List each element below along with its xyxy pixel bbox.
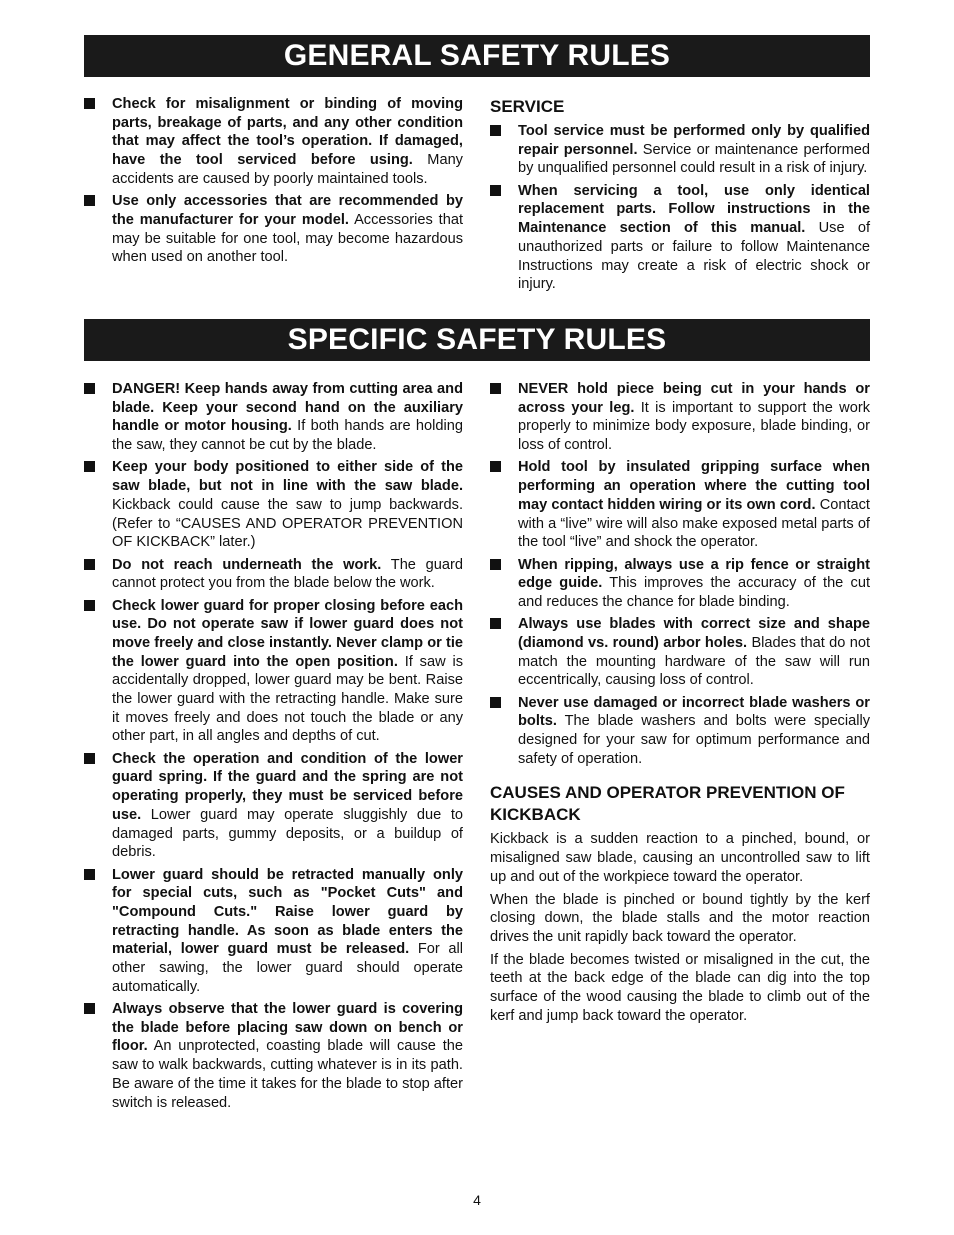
list-item: [84, 458, 463, 552]
list-item: [84, 1000, 463, 1112]
rule-emphasis: Check for misalignment or binding of moving parts, breakage of parts, and any other condition that may affect the tool’s operation. If damaged, have the tool serviced before using.: [112, 96, 463, 169]
square-bullet-icon: [490, 125, 501, 136]
square-bullet-icon: [84, 1003, 95, 1014]
rule-text: Service or maintenance performed by unqualified personnel could result in a risk of injury.: [518, 141, 870, 177]
list-item: [84, 597, 463, 747]
page-number: 4: [473, 1192, 481, 1208]
square-bullet-icon: [490, 383, 501, 394]
list-item: [490, 182, 870, 294]
rule-emphasis: Do not reach underneath the work.: [112, 556, 382, 573]
list-item: [84, 866, 463, 997]
square-bullet-icon: [84, 559, 95, 570]
kickback-paragraph: When the blade is pinched or bound tightly by the kerf closing down, the blade stalls and the motor reaction drives the unit rapidly back toward the operator.: [490, 891, 870, 945]
kickback-heading: CAUSES AND OPERATOR PREVENTION OF KICKBACK: [490, 783, 845, 825]
list-item: [84, 380, 463, 455]
rule-text: An unprotected, coasting blade will cause the saw to walk backwards, cutting whatever is in its path. Be aware of the time it takes for the blade to stop after switch is released.: [112, 1038, 463, 1111]
list-item: [490, 694, 870, 769]
specific-safety-rules-banner: SPECIFIC SAFETY RULES: [84, 319, 870, 361]
service-heading: SERVICE: [490, 97, 565, 116]
square-bullet-icon: [490, 618, 501, 629]
list-item: [490, 556, 870, 612]
list-item: [84, 192, 463, 267]
rule-emphasis: Check the operation and condition of the lower guard spring. If the guard and the spring are not operating properly, they must be serviced before use.: [112, 750, 463, 823]
square-bullet-icon: [490, 559, 501, 570]
list-item: [490, 122, 870, 178]
rule-text: Contact with a “live” wire will also make exposed metal parts of the tool “live” and shock the operator.: [518, 496, 870, 551]
rule-emphasis: Never use damaged or incorrect blade washers or bolts.: [518, 694, 870, 730]
kickback-paragraph: Kickback is a sudden reaction to a pinched, bound, or misaligned saw blade, causing an uncontrolled saw to lift up and out of the workpiece toward the operator.: [490, 831, 870, 885]
rule-emphasis: Always use blades with correct size and shape (diamond vs. round) arbor holes.: [518, 616, 870, 651]
rule-text: It is important to support the work properly to minimize body exposure, blade binding, or loss of control.: [518, 399, 870, 454]
general-left-column: [84, 95, 463, 271]
rule-text: If both hands are holding the saw, they cannot be cut by the blade.: [112, 418, 463, 454]
list-item: [490, 458, 870, 552]
rule-text: Use of unauthorized parts or failure to follow Maintenance Instructions may create a risk of electric shock or injury.: [518, 220, 871, 293]
square-bullet-icon: [490, 461, 501, 472]
list-item: [490, 380, 870, 455]
square-bullet-icon: [84, 98, 95, 109]
list-item: [490, 615, 870, 690]
specific-left-column: [84, 380, 463, 1116]
square-bullet-icon: [84, 600, 95, 611]
rule-text: If saw is accidentally dropped, lower guard may be bent. Raise the lower guard with the retracting handle. Make sure it moves freely and does not touch the blade or any other part, in all angles and depths of cut.: [112, 653, 463, 745]
rule-emphasis: Hold tool by insulated gripping surface when performing an operation where the cutting tool may contact hidden wiring or its own cord.: [518, 459, 870, 513]
kickback-paragraph: If the blade becomes twisted or misaligned in the cut, the teeth at the back edge of the blade can dig into the top surface of the wood causing the blade to climb out of the kerf and jump back toward the operator.: [490, 951, 870, 1024]
square-bullet-icon: [490, 185, 501, 196]
rule-emphasis: When servicing a tool, use only identical replacement parts. Follow instructions in the Maintenance section of this manual.: [518, 182, 870, 237]
rule-emphasis: When ripping, always use a rip fence or straight edge guide.: [518, 556, 870, 592]
square-bullet-icon: [84, 753, 95, 764]
rule-text: Kickback could cause the saw to jump backwards. (Refer to “CAUSES AND OPERATOR PREVENTION OF KICKBACK” later.): [112, 496, 463, 551]
rule-emphasis: Check lower guard for proper closing before each use. Do not operate saw if lower guard does not move freely and close instantly. Never clamp or tie the lower guard into the open position.: [112, 597, 463, 670]
general-safety-rules-banner: GENERAL SAFETY RULES: [84, 35, 870, 77]
specific-right-column: [490, 380, 870, 1029]
rule-emphasis: Lower guard should be retracted manually only for special cuts, such as "Pocket Cuts" and "Compound Cuts." Raise lower guard by retracting handle. As soon as blade enters the material, lower guard must be released.: [112, 866, 463, 958]
rule-text: This improves the accuracy of the cut and reduces the chance for blade binding.: [518, 575, 870, 610]
rule-text: The guard cannot protect you from the blade below the work.: [112, 556, 463, 592]
service-column: [490, 96, 870, 298]
rule-emphasis: Keep your body positioned to either side of the saw blade, but not in line with the saw blade.: [112, 459, 463, 495]
rule-text: Blades that do not match the mounting hardware of the saw will run eccentrically, causing loss of control.: [518, 634, 871, 689]
rule-emphasis: Use only accessories that are recommended by the manufacturer for your model.: [112, 193, 463, 228]
square-bullet-icon: [84, 461, 95, 472]
rule-emphasis: Tool service must be performed only by qualified repair personnel.: [518, 123, 870, 158]
square-bullet-icon: [84, 383, 95, 394]
rule-emphasis: DANGER! Keep hands away from cutting area and blade. Keep your second hand on the auxiliary handle or motor housing.: [112, 381, 463, 435]
list-item: [84, 556, 463, 593]
list-item: [84, 95, 463, 189]
rule-text: Accessories that may be suitable for one tool, may become hazardous when used on another tool.: [112, 211, 463, 266]
list-item: [84, 750, 463, 862]
rule-text: Many accidents are caused by poorly maintained tools.: [112, 152, 463, 187]
square-bullet-icon: [84, 869, 95, 880]
rule-text: For all other sawing, the lower guard should operate automatically.: [112, 941, 464, 995]
square-bullet-icon: [84, 195, 95, 206]
rule-emphasis: NEVER hold piece being cut in your hands or across your leg.: [518, 381, 870, 416]
rule-text: Lower guard may operate sluggishly due to damaged parts, gummy deposits, or a buildup of debris.: [112, 806, 463, 861]
rule-text: The blade washers and bolts were specially designed for your saw for optimum performance and safety of operation.: [518, 713, 870, 767]
square-bullet-icon: [490, 697, 501, 708]
rule-emphasis: Always observe that the lower guard is covering the blade before placing saw down on bench or floor.: [112, 1001, 463, 1055]
